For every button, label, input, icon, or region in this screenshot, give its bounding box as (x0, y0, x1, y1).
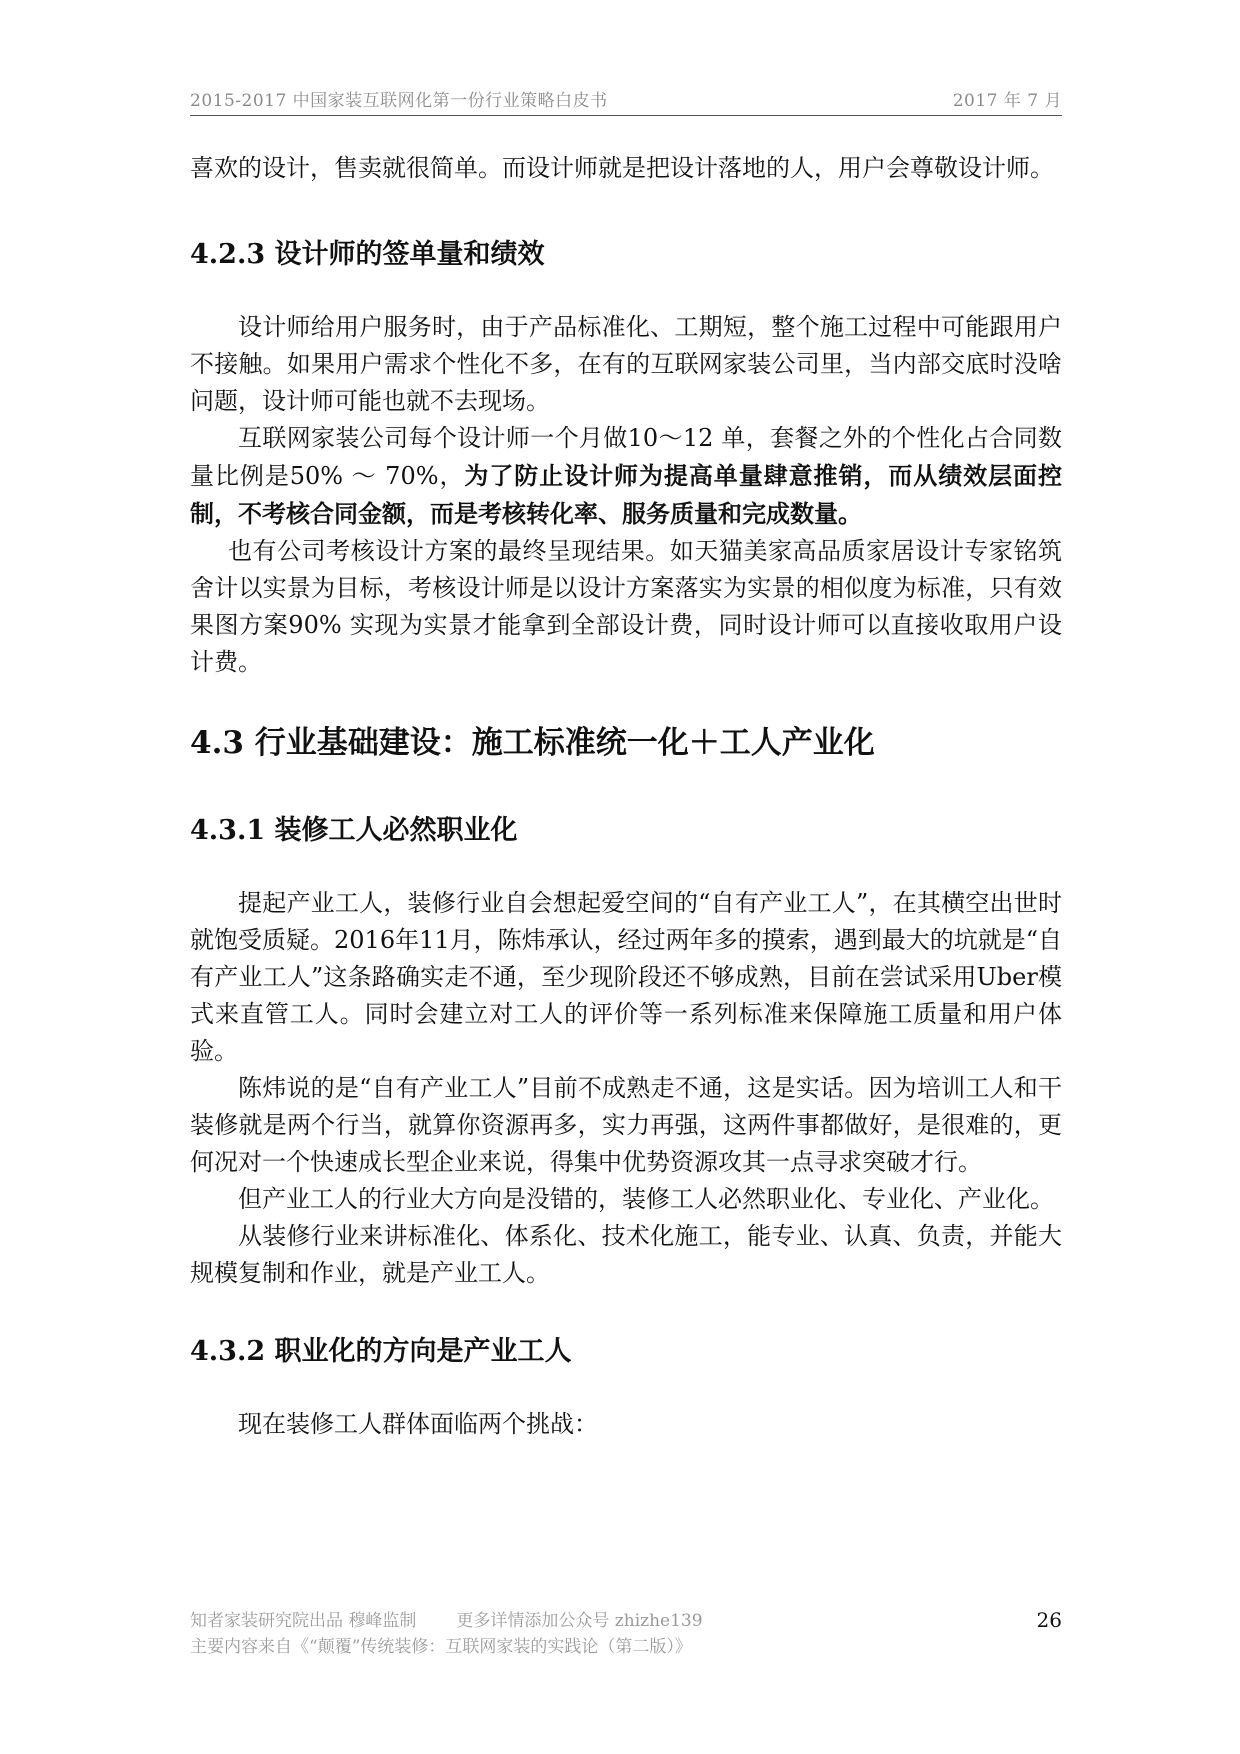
page-number: 26 (1036, 1608, 1062, 1632)
paragraph-text: 互联网家装公司每个设计师一个月做10～12 单，套餐之外的个性化占合同数量比例是50% ～ 70%， (190, 424, 1062, 490)
paragraph-continued: 喜欢的设计，售卖就很简单。而设计师就是把设计落地的人，用户会尊敬设计师。 (190, 154, 1054, 182)
paragraph-chenwei: 陈炜说的是“自有产业工人”目前不成熟走不通，这是实话。因为培训工人和干装修就是两个行当，就算你资源再多，实力再强，这两件事都做好，是很难的，更何况对一个快速成长型企业来说，得集中优势资源攻其一点寻求突破才行。 (190, 1074, 1062, 1176)
header-title: 2015-2017 中国家装互联网化第一份行业策略白皮书 (190, 91, 608, 111)
paragraph-designer-service: 设计师给用户服务时，由于产品标准化、工期短，整个施工过程中可能跟用户不接触。如果用户需求个性化不多，在有的互联网家装公司里，当内部交底时没啥问题，设计师可能也就不去现场。 (190, 313, 1062, 415)
section-heading-4-2-3: 4.2.3 设计师的签单量和绩效 (190, 239, 545, 270)
page-content (190, 150, 1062, 1443)
page-footer (190, 1608, 1062, 1660)
paragraph-standardization: 从装修行业来讲标准化、体系化、技术化施工，能专业、认真、负责，并能大规模复制和作业，就是产业工人。 (190, 1222, 1062, 1287)
paragraph-design-result: 也有公司考核设计方案的最终呈现结果。如天猫美家高品质家居设计专家铭筑舍计以实景为目标，考核设计师是以设计方案落实为实景的相似度为标准，只有效果图方案90% 实现为实景才能拿到全部设计费，同时设计师可以直接收取用户设计费。 (190, 537, 1062, 676)
paragraph-designer-orders (190, 420, 1062, 533)
footer-source: 主要内容来自《“颠覆”传统装修：互联网家装的实践论（第二版）》 (190, 1637, 692, 1657)
footer-contact: 更多详情添加公众号 zhizhe139 (456, 1611, 703, 1631)
paragraph-challenges: 现在装修工人群体面临两个挑战： (238, 1410, 598, 1438)
section-heading-4-3-1: 4.3.1 装修工人必然职业化 (190, 815, 518, 846)
header-date: 2017 年 7 月 (952, 91, 1062, 111)
paragraph-emphasis: 为了防止设计师为提高单量肆意推销，而从绩效层面控制，不考核合同金额，而是考核转化率、服务质量和完成数量。 (190, 461, 1063, 528)
paragraph-direction: 但产业工人的行业大方向是没错的，装修工人必然职业化、专业化、产业化。 (238, 1185, 1054, 1213)
section-heading-4-3-2: 4.3.2 职业化的方向是产业工人 (190, 1336, 572, 1367)
section-heading-4-3: 4.3 行业基础建设：施工标准统一化＋工人产业化 (190, 725, 875, 761)
footer-line-1 (190, 1608, 1062, 1634)
header-divider (190, 115, 1062, 116)
page-header (190, 86, 1062, 114)
paragraph-industrial-workers: 提起产业工人，装修行业自会想起爱空间的“自有产业工人”，在其横空出世时就饱受质疑。2016年11月，陈炜承认，经过两年多的摸索，遇到最大的坑就是“自有产业工人”这条路确实走不通，至少现阶段还不够成熟，目前在尝试采用Uber模式来直管工人。同时会建立对工人的评价等一系列标准来保障施工质量和用户体验。 (190, 889, 1062, 1065)
footer-producer: 知者家装研究院出品 穆峰监制 (190, 1611, 417, 1631)
